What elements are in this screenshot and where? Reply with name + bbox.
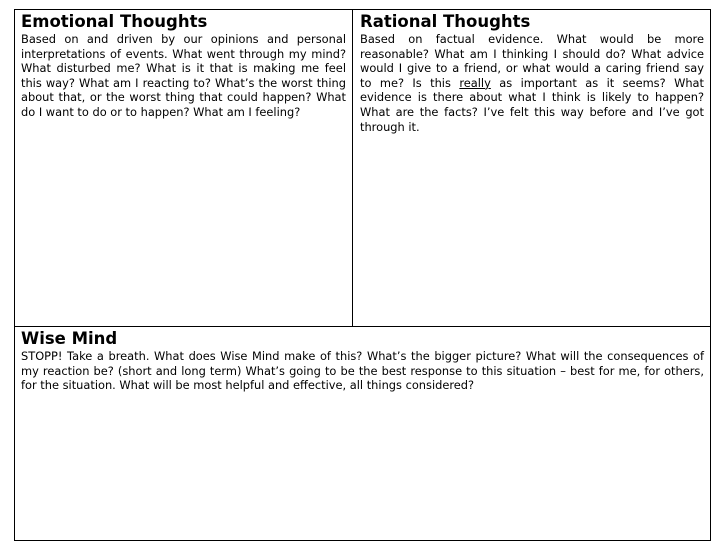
emotional-thoughts-prompt: Based on and driven by our opinions and personal interpretations of events. What went through my mind? What disturbed me? What is it that is making me feel this way? What am I reacting to? What’s the worst thing about that, or the worst thing that could happen? What do I want to do or to happen? What am I feeling? xyxy=(21,32,346,119)
rational-thoughts-prompt xyxy=(360,32,704,134)
wise-mind-box[interactable] xyxy=(15,326,710,540)
wise-mind-prompt: STOPP! Take a breath. What does Wise Mind make of this? What’s the bigger picture? What will the consequences of my reaction be? (short and long term) What’s going to be the best response to this situation – best for me, for others, for the situation. What will be most helpful and effective, all things considered? xyxy=(21,349,704,393)
rational-prompt-part-2: as important as it seems? What evidence is there about what I think is likely to happen? What are the facts? I’ve felt this way before and I’ve got through it. xyxy=(360,75,704,134)
wise-mind-title: Wise Mind xyxy=(21,329,118,348)
rational-prompt-part-1: Based on factual evidence. What would be more reasonable? What am I thinking I should do? What advice would I give to a friend, or what would a caring friend say to me? Is this xyxy=(360,32,704,90)
rational-thoughts-box[interactable] xyxy=(353,10,710,326)
emotional-thoughts-box[interactable] xyxy=(15,10,353,326)
rational-thoughts-title: Rational Thoughts xyxy=(360,12,531,31)
emotional-thoughts-title: Emotional Thoughts xyxy=(21,12,208,31)
rational-prompt-emphasis: really xyxy=(459,75,491,90)
thought-worksheet xyxy=(14,9,711,541)
